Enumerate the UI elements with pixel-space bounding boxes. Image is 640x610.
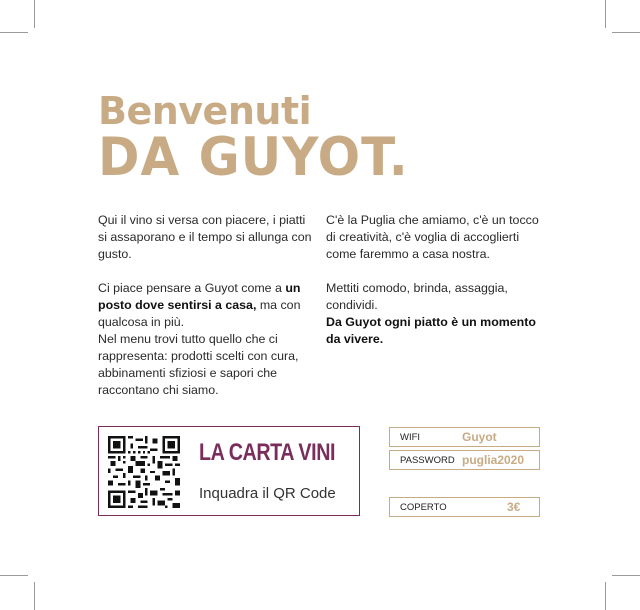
crop-mark-bottom-right bbox=[605, 582, 606, 610]
intro-paragraph-3: Nel menu trovi tutto quello che ci rappresenta: prodotti scelti con cura, abbinamenti sfiziosi e sapori che raccontano chi siamo. bbox=[98, 332, 299, 397]
intro-right-column bbox=[326, 212, 546, 365]
intro-paragraph-2-bold: un posto dove sentirsi a casa, bbox=[98, 281, 301, 312]
password-label: PASSWORD bbox=[400, 455, 455, 466]
crop-mark-bottom-left-h bbox=[0, 575, 28, 576]
crop-mark-top-left bbox=[34, 0, 35, 28]
wine-list-title: LA CARTA VINI bbox=[199, 439, 336, 466]
wifi-value: Guyot bbox=[462, 430, 497, 444]
intro-right-paragraph-3 bbox=[326, 314, 546, 348]
password-value: puglia2020 bbox=[462, 453, 525, 467]
coperto-label: COPERTO bbox=[400, 502, 447, 513]
crop-mark-bottom-right-h bbox=[612, 575, 640, 576]
intro-right-bold: Da Guyot ogni piatto è un momento da vivere. bbox=[326, 315, 536, 346]
password-row bbox=[389, 450, 540, 470]
coperto-value: 3€ bbox=[507, 500, 521, 514]
intro-paragraph-2-start: Ci piace pensare a Guyot come a bbox=[98, 281, 286, 295]
crop-mark-top-right-h bbox=[612, 32, 640, 33]
wifi-label: WIFI bbox=[400, 432, 421, 443]
brand-title: DA GUYOT. bbox=[98, 126, 409, 188]
intro-paragraph-1: Qui il vino si versa con piacere, i piatti si assaporano e il tempo si allunga con gusto. bbox=[98, 213, 312, 261]
welcome-title: Benvenuti bbox=[98, 89, 312, 133]
intro-paragraph-2-end: ma con qualcosa in più. bbox=[98, 298, 301, 329]
intro-paragraph-2 bbox=[98, 280, 313, 331]
intro-right-paragraph-1: C'è la Puglia che amiamo, c'è un tocco di creatività, c'è voglia di accoglierti come faremmo a casa nostra. bbox=[326, 213, 539, 261]
intro-right-paragraph-2: Mettiti comodo, brinda, assaggia, condividi. bbox=[326, 281, 508, 312]
crop-mark-top-right bbox=[605, 0, 606, 28]
crop-mark-bottom-left bbox=[34, 582, 35, 610]
wine-list-box[interactable] bbox=[98, 426, 360, 516]
wine-list-subtitle: Inquadra il QR Code bbox=[199, 485, 336, 502]
intro-left-column bbox=[98, 212, 313, 416]
crop-mark-top-left-h bbox=[0, 32, 28, 33]
qr-code-icon[interactable] bbox=[108, 436, 180, 508]
wifi-row bbox=[389, 427, 540, 447]
coperto-row bbox=[389, 497, 540, 517]
